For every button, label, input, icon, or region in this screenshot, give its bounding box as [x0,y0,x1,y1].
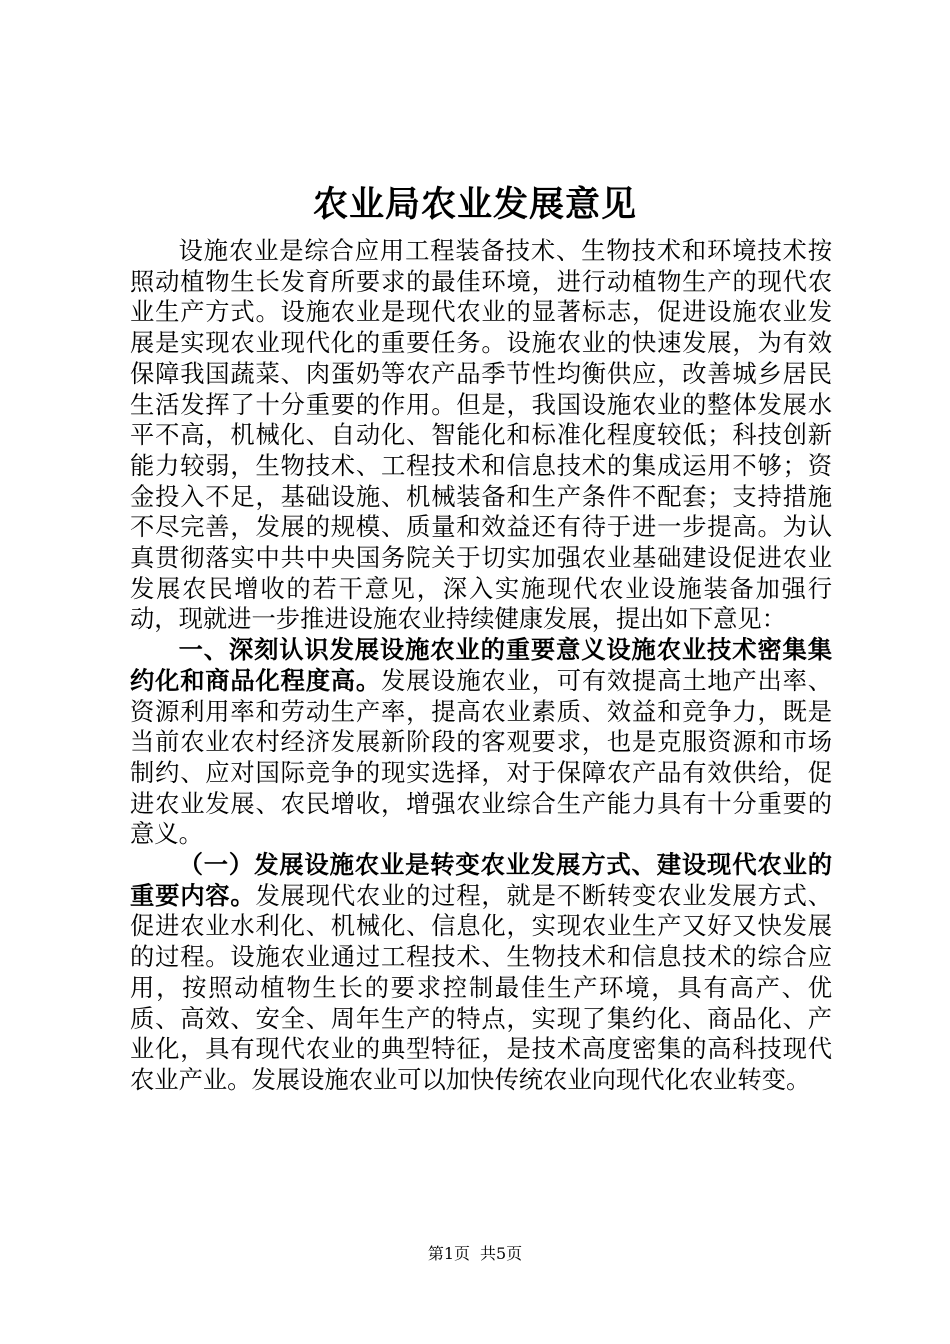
page-footer [0,1243,950,1265]
paragraph-intro [130,236,832,635]
paragraph-text: 发展现代农业的过程，就是不断转变农业发展方式、促进农业水利化、机械化、信息化，实现农业生产又好又快发展的过程。设施农业通过工程技术、生物技术和信息技术的综合应用，按照动植物生长的要求控制最佳生产环境，具有高产、优质、高效、安全、周年生产的特点，实现了集约化、商品化、产业化，具有现代农业的典型特征，是技术高度密集的高科技现代农业产业。发展设施农业可以加快传统农业向现代化农业转变。 [130,880,833,1094]
document-title: 农业局农业发展意见 [312,185,637,225]
paragraph-text: 设施农业是综合应用工程装备技术、生物技术和环境技术按照动植物生长发育所要求的最佳环境，进行动植物生产的现代农业生产方式。设施农业是现代农业的显著标志，促进设施农业发展是实现农业现代化的重要任务。设施农业的快速发展，为有效保障我国蔬菜、肉蛋奶等农产品季节性均衡供应，改善城乡居民生活发挥了十分重要的作用。但是，我国设施农业的整体发展水平不高，机械化、自动化、智能化和标准化程度较低；科技创新能力较弱，生物技术、工程技术和信息技术的集成运用不够；资金投入不足，基础设施、机械装备和生产条件不配套；支持措施不尽完善，发展的规模、质量和效益还有待于进一步提高。为认真贯彻落实中共中央国务院关于切实加强农业基础建设促进农业发展农民增收的若干意见，深入实施现代农业设施装备加强行动，现就进一步推进设施农业持续健康发展，提出如下意见： [130,236,832,634]
page-number: 第1页 [427,1244,470,1263]
paragraph-subsection-1 [130,850,832,1096]
paragraph-text: 发展设施农业，可有效提高土地产出率、资源利用率和劳动生产率，提高农业素质、效益和竞争力，既是当前农业农村经济发展新阶段的客观要求，也是克服资源和市场制约、应对国际竞争的现实选择，对于保障农产品有效供给，促进农业发展、农民增收，增强农业综合生产能力具有十分重要的意义。 [130,665,833,849]
paragraph-section-1 [130,635,832,850]
document-body [130,236,832,1096]
paragraph-lead: 一、深刻认识发展设施农业的重要意义设施农业技术密集集约化和商品化程度高。 [130,635,832,695]
paragraph-lead: （一）发展设施农业是转变农业发展方式、建设现代农业的重要内容。 [130,850,832,910]
page-total: 共5页 [480,1244,523,1263]
